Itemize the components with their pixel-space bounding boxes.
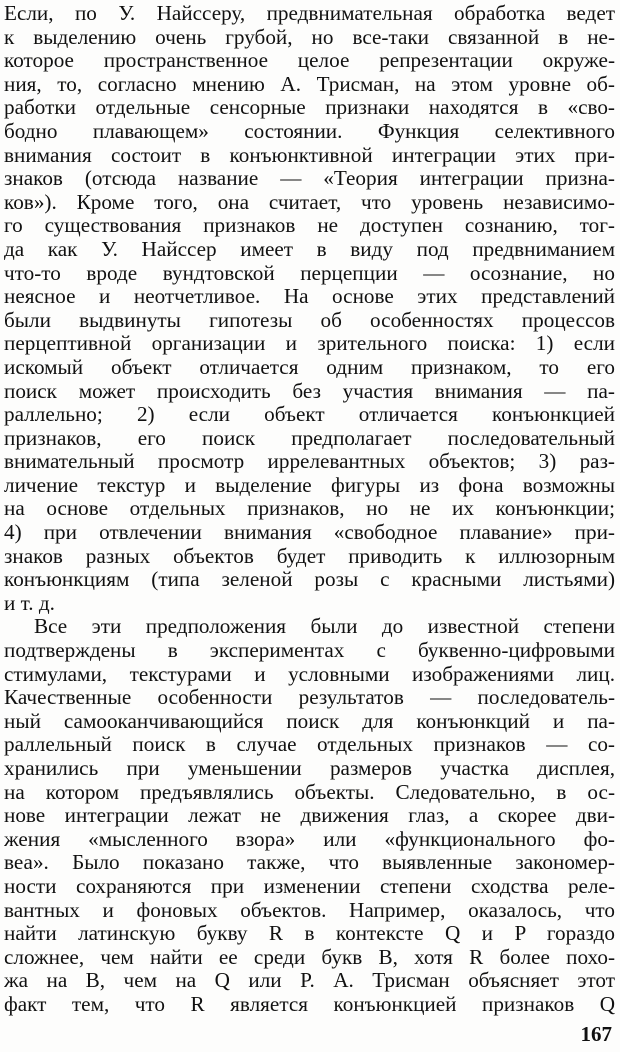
- text-line: вантных и фоновых объектов. Например, оказалось, что: [4, 898, 615, 922]
- text-line: ности сохраняются при изменении степени сходства реле-: [4, 874, 615, 898]
- text-line: Если, по У. Найссеру, предвнимательная обработка ведет: [4, 2, 615, 25]
- text-line: сложнее, чем найти ее среди букв B, хотя R более похо-: [4, 945, 615, 969]
- text-line: да как У. Найссер имеет в виду под предвниманием: [4, 237, 615, 261]
- text-line: Качественные особенности результатов — последователь-: [4, 686, 615, 710]
- text-line: личение текстур и выделение фигуры из фона возможны: [4, 473, 615, 497]
- text-line: внимательный просмотр иррелевантных объектов; 3) раз-: [4, 450, 615, 474]
- text-line: го существования признаков не доступен сознанию, тог-: [4, 214, 615, 238]
- text-line: внимания состоит в конъюнктивной интеграции этих при-: [4, 143, 615, 167]
- text-line: на котором предъявлялись объекты. Следовательно, в ос-: [4, 780, 615, 804]
- text-line: перцептивной организации и зрительного поиска: 1) если: [4, 332, 615, 356]
- text-line: конъюнкциям (типа зеленой розы с красными листьями): [4, 568, 615, 592]
- paragraph-1: [4, 2, 615, 615]
- text-line: к выделению очень грубой, но все-таки связанной в не-: [4, 25, 615, 49]
- text-line: искомый объект отличается одним признаком, то его: [4, 355, 615, 379]
- text-line: поиск может происходить без участия внимания — па-: [4, 379, 615, 403]
- text-line: ния, то, согласно мнению А. Трисман, на этом уровне об-: [4, 72, 615, 96]
- paragraph-2: [4, 615, 615, 1016]
- text-line: 4) при отвлечении внимания «свободное плавание» при-: [4, 521, 615, 545]
- text-line: ков»). Кроме того, она считает, что уровень независимо-: [4, 190, 615, 214]
- text-line: что-то вроде вундтовской перцепции — осознание, но: [4, 261, 615, 285]
- text-line: хранились при уменьшении размеров участка дисплея,: [4, 757, 615, 780]
- text-line: Все эти предположения были до известной степени: [34, 615, 615, 639]
- body-text: [4, 2, 615, 1017]
- text-line: и т. д.: [4, 591, 55, 615]
- text-line: стимулами, текстурами и условными изображениями лиц.: [4, 662, 615, 686]
- text-line: бодно плавающем» состоянии. Функция селективного: [4, 119, 615, 143]
- text-line: веа». Было показано также, что выявленные закономер-: [4, 851, 615, 875]
- text-line: раллельный поиск в случае отдельных признаков — со-: [4, 733, 615, 757]
- text-line: жения «мысленного взора» или «функционального фо-: [4, 827, 615, 851]
- text-line: работки отдельные сенсорные признаки находятся в «сво-: [4, 96, 615, 120]
- text-line: знаков (отсюда название — «Теория интеграции призна-: [4, 167, 615, 191]
- text-line: были выдвинуты гипотезы об особенностях процессов: [4, 308, 615, 332]
- text-line: признаков, его поиск предполагает последовательный: [4, 426, 615, 450]
- text-line: жа на B, чем на Q или P. А. Трисман объясняет этот: [4, 969, 615, 993]
- text-line: неясное и неотчетливое. На основе этих представлений: [4, 285, 615, 309]
- text-line: факт тем, что R является конъюнкцией признаков Q: [4, 992, 615, 1016]
- page-number: 167: [580, 1022, 612, 1046]
- text-line: ный самооканчивающийся поиск для конъюнкций и па-: [4, 709, 615, 733]
- text-line: которое пространственное целое репрезентации окруже-: [4, 49, 615, 73]
- text-line: раллельно; 2) если объект отличается конъюнкцией: [4, 403, 615, 427]
- text-line: знаков разных объектов будет приводить к иллюзорным: [4, 544, 615, 568]
- text-line: найти латинскую букву R в контексте Q и P гораздо: [4, 922, 615, 946]
- text-line: нове интеграции лежат не движения глаз, а скорее дви-: [4, 804, 615, 828]
- text-line: подтверждены в экспериментах с буквенно-цифровыми: [4, 639, 615, 663]
- text-line: на основе отдельных признаков, но не их конъюнкции;: [4, 497, 615, 521]
